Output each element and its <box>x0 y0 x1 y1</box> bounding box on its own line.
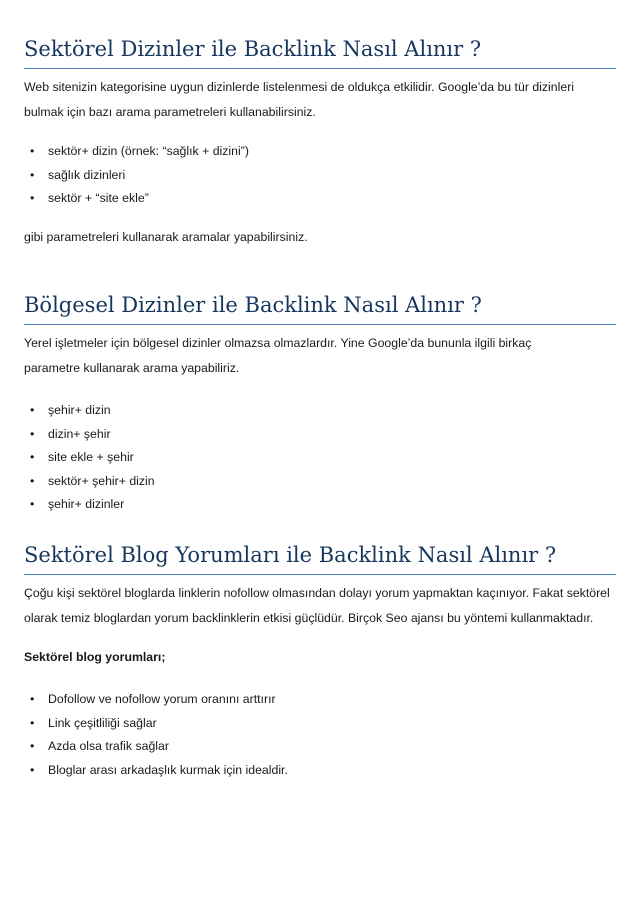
bullet-icon: • <box>30 144 35 158</box>
list-item: • şehir+ dizinler <box>24 493 616 517</box>
list-item: • site ekle + şehir <box>24 446 616 470</box>
list-item: • şehir+ dizin <box>24 399 616 423</box>
bullet-icon: • <box>30 426 35 441</box>
bullet-icon: • <box>30 450 35 464</box>
bullet-icon: • <box>30 167 35 182</box>
list-item: • Azda olsa trafik sağlar <box>24 735 616 759</box>
bullet-icon: • <box>30 191 35 205</box>
list-item: • Link çeşitliliği sağlar <box>24 712 616 736</box>
bullet-icon: • <box>30 403 35 417</box>
section-heading: Sektörel Blog Yorumları ile Backlink Nasıl Alınır ? <box>24 542 616 575</box>
section-heading: Bölgesel Dizinler ile Backlink Nasıl Alınır ? <box>24 292 616 325</box>
bullet-icon: • <box>30 762 35 777</box>
bullet-icon: • <box>30 497 35 511</box>
list-item: • dizin+ şehir <box>24 423 616 447</box>
list-item: • sektör + “site ekle” <box>24 187 616 211</box>
section-outro: gibi parametreleri kullanarak aramalar yapabilirsiniz. <box>24 229 308 244</box>
section-intro: Web sitenizin kategorisine uygun dizinlerde listelenmesi de oldukça etkilidir. Google’da bu tür dizinleri bulmak için bazı arama parametreleri kullanabilirsiniz. <box>24 80 575 119</box>
section-subheading: Sektörel blog yorumları; <box>24 650 166 664</box>
section-heading: Sektörel Dizinler ile Backlink Nasıl Alınır ? <box>24 36 616 69</box>
list-item: • sektör+ dizin (örnek: “sağlık + dizini”) <box>24 140 616 164</box>
list-item: • Bloglar arası arkadaşlık kurmak için idealdir. <box>24 759 616 783</box>
bullet-icon: • <box>30 715 35 730</box>
bullet-icon: • <box>30 739 35 753</box>
section-intro: Çoğu kişi sektörel bloglarda linklerin nofollow olmasından dolayı yorum yapmaktan kaçınıyor. Fakat sektörel olarak temiz bloglardan yorum backlinklerin etkisi güçlüdür. Birçok Seo ajansı bu yöntemi kullanmaktadır. <box>24 586 610 625</box>
bullet-list <box>24 399 616 517</box>
list-item: • sektör+ şehir+ dizin <box>24 470 616 494</box>
section-intro: Yerel işletmeler için bölgesel dizinler olmazsa olmazlardır. Yine Google’da bununla ilgili birkaç parametre kullanarak arama yapabiliriz. <box>24 336 532 375</box>
bullet-list <box>24 688 616 782</box>
bullet-icon: • <box>30 473 35 488</box>
bullet-icon: • <box>30 692 35 706</box>
section-sectoral-directories <box>24 36 616 250</box>
section-regional-directories <box>24 292 616 517</box>
section-sectoral-blog-comments <box>24 542 616 782</box>
bullet-list <box>24 140 616 211</box>
list-item: • sağlık dizinleri <box>24 164 616 188</box>
list-item: • Dofollow ve nofollow yorum oranını arttırır <box>24 688 616 712</box>
